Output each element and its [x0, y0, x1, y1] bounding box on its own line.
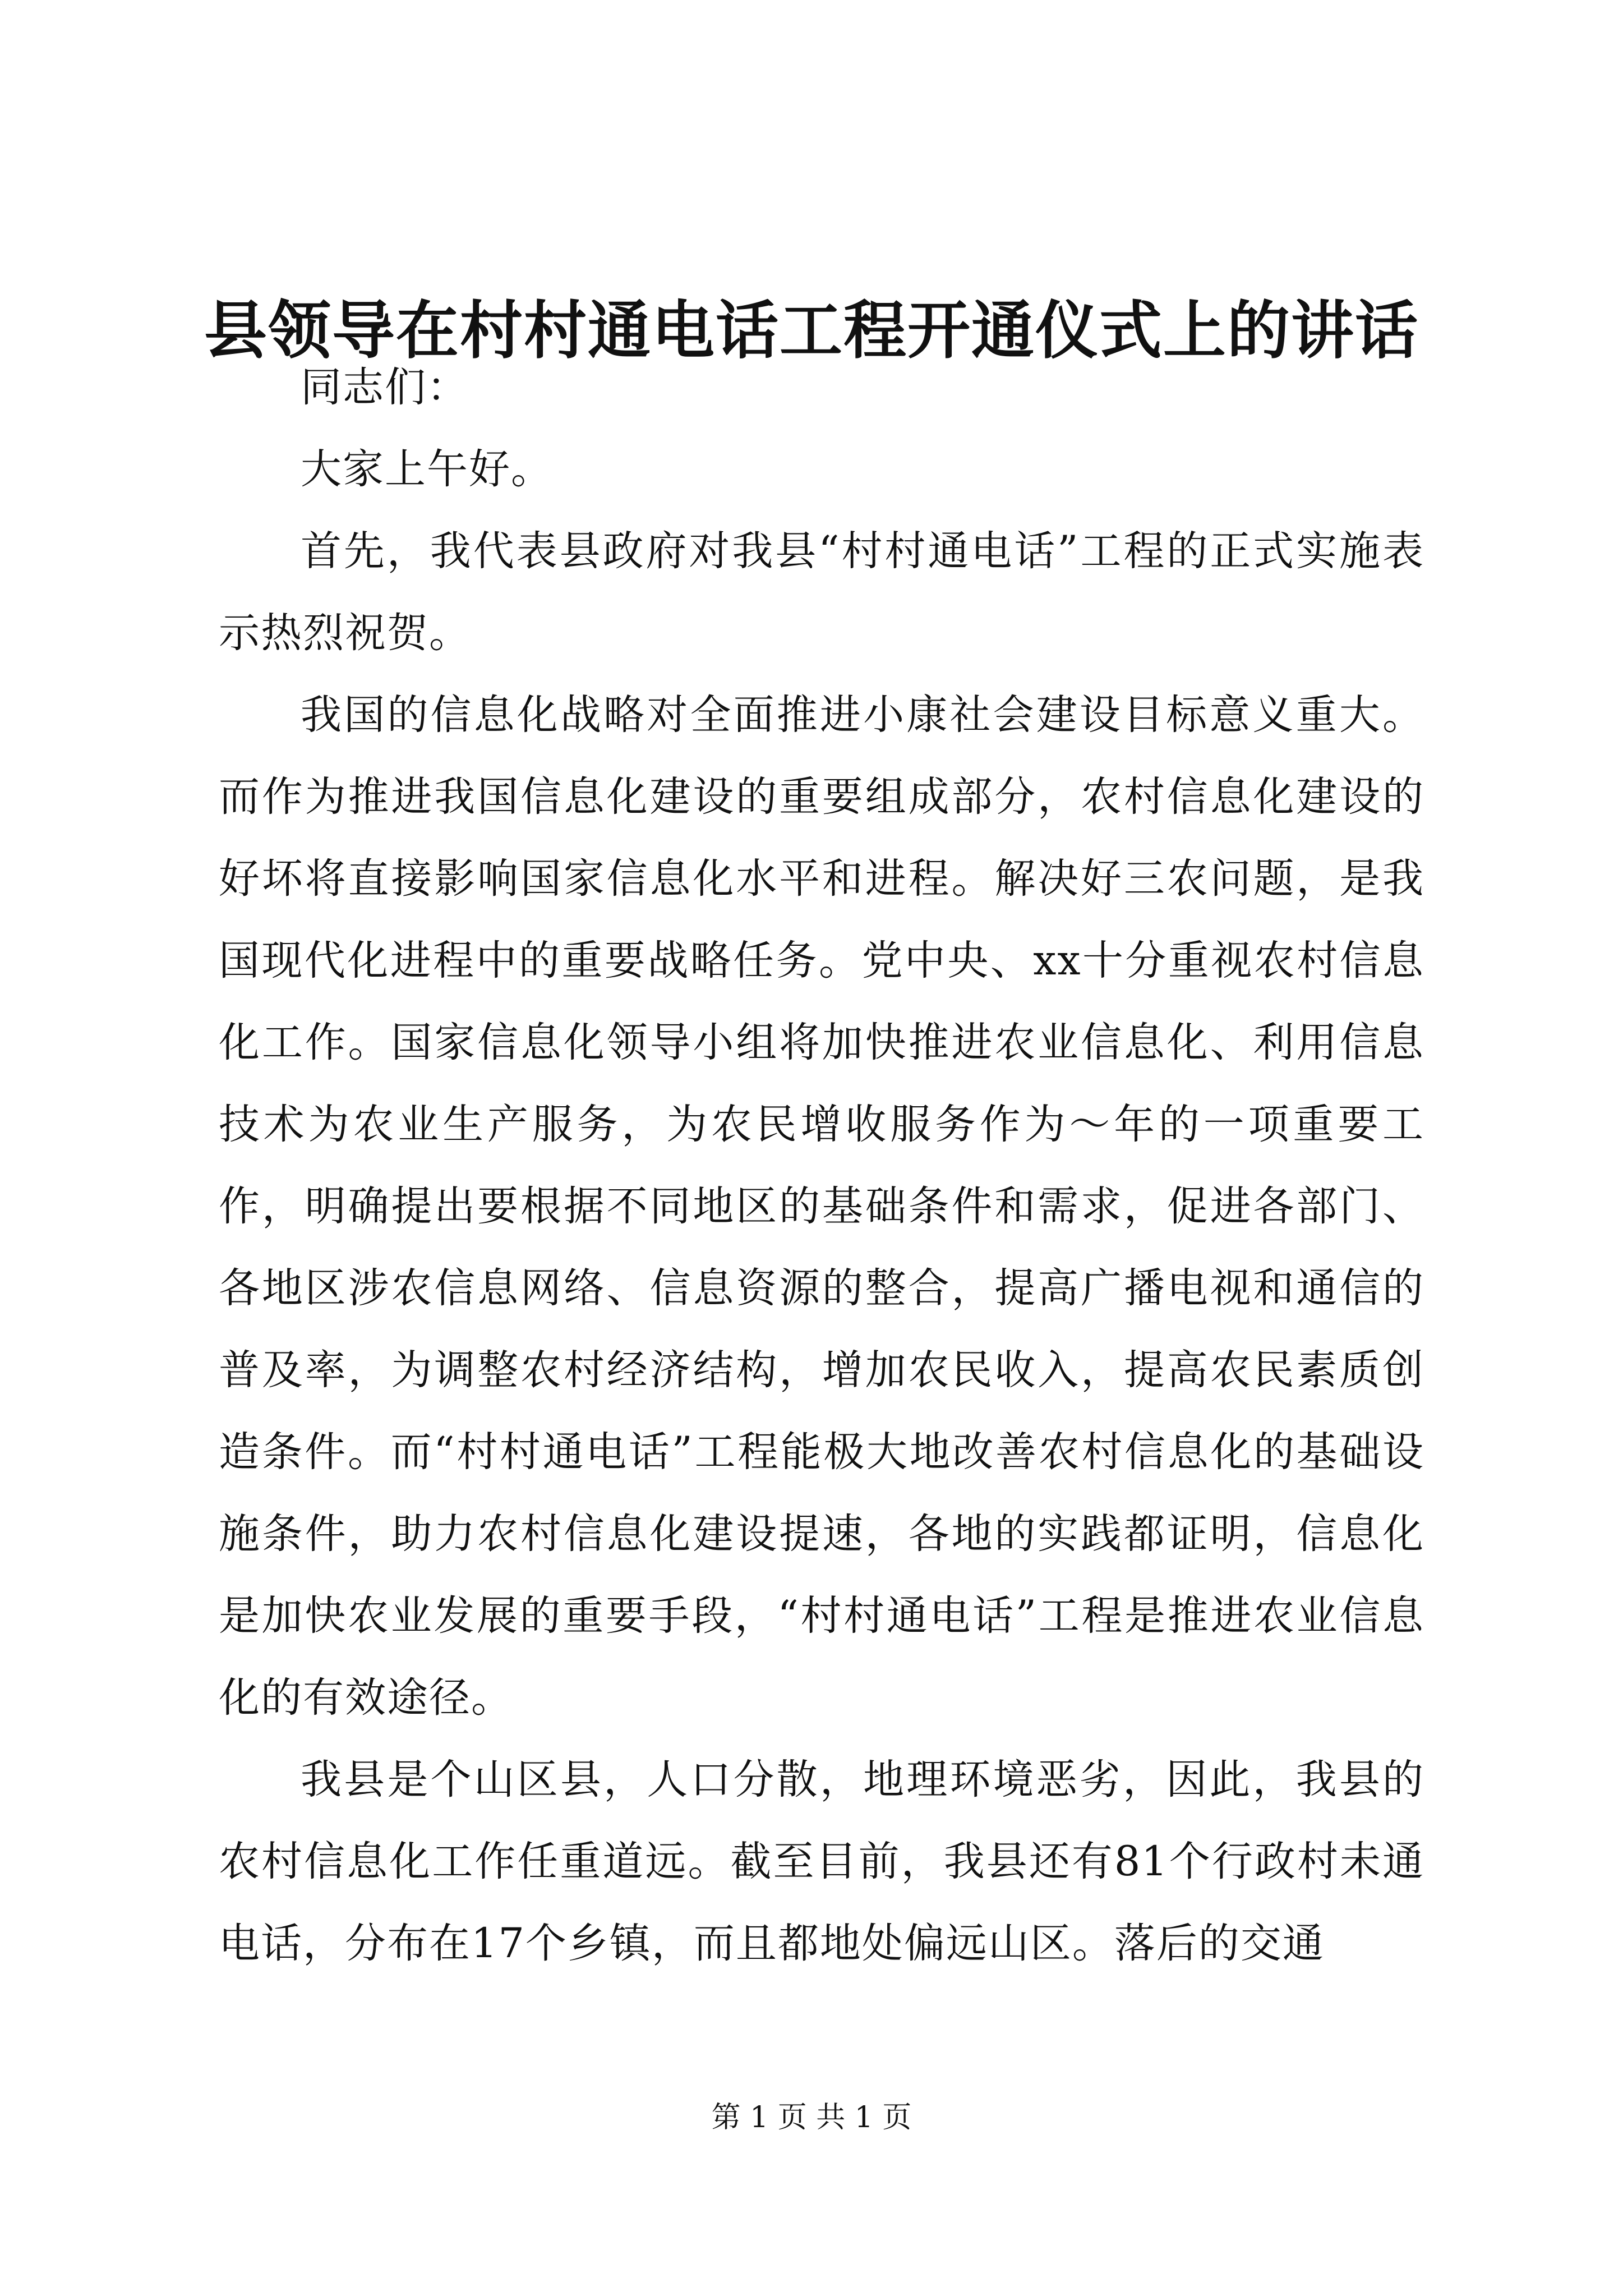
document-body	[219, 347, 1424, 1985]
salutation-paragraph: 同志们：	[301, 364, 469, 411]
congratulation-paragraph: 首先，我代表县政府对我县“村村通电话”工程的正式实施表示热烈祝贺。	[219, 527, 1424, 657]
document-title: 县领导在村村通电话工程开通仪式上的讲话	[204, 294, 1419, 367]
page-number-footer: 第 1 页 共 1 页	[711, 2101, 912, 2134]
greeting-paragraph: 大家上午好。	[301, 445, 553, 493]
county-situation-paragraph: 我县是个山区县，人口分散，地理环境恶劣，因此，我县的农村信息化工作任重道远。截至目前，我县还有81个行政村未通电话，分布在17个乡镇，而且都地处偏远山区。落后的交通	[219, 1756, 1424, 1967]
informatization-strategy-paragraph: 我国的信息化战略对全面推进小康社会建设目标意义重大。而作为推进我国信息化建设的重要组成部分，农村信息化建设的好坏将直接影响国家信息化水平和进程。解决好三农问题，是我国现代化进程中的重要战略任务。党中央、xx十分重视农村信息化工作。国家信息化领导小组将加快推进农业信息化、利用信息技术为农业生产服务，为农民增收服务作为～年的一项重要工作，明确提出要根据不同地区的基础条件和需求，促进各部门、各地区涉农信息网络、信息资源的整合，提高广播电视和通信的普及率，为调整农村经济结构，增加农民收入，提高农民素质创造条件。而“村村通电话”工程能极大地改善农村信息化的基础设施条件，助力农村信息化建设提速，各地的实践都证明，信息化是加快农业发展的重要手段，“村村通电话”工程是推进农业信息化的有效途径。	[219, 691, 1424, 1722]
